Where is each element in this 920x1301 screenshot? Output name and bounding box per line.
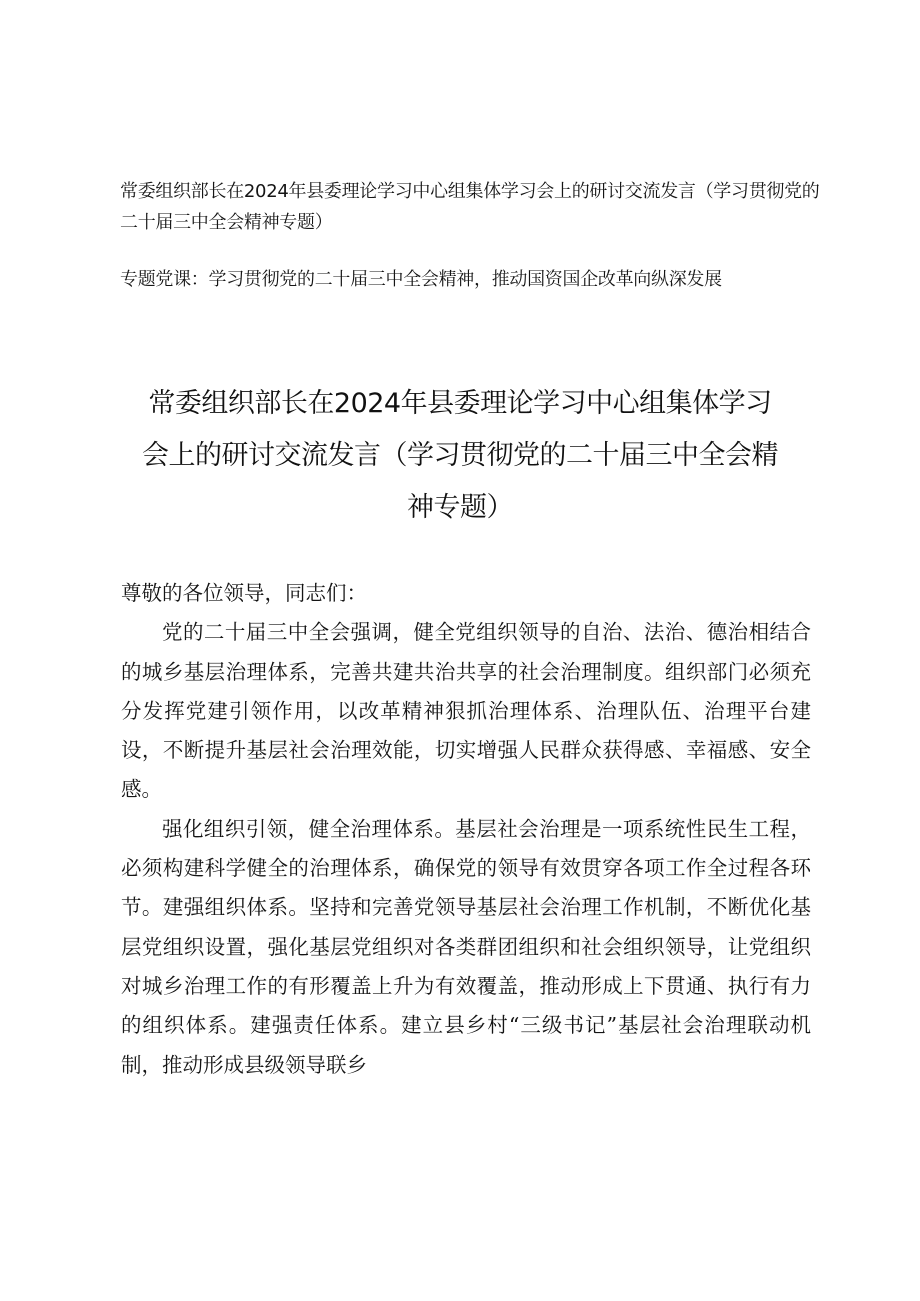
- salutation: 尊敬的各位领导，同志们：: [121, 581, 367, 605]
- body-paragraph: 强化组织引领，健全治理体系。基层社会治理是一项系统性民生工程，必须构建科学健全的治理体系，确保党的领导有效贯穿各项工作全过程各环节。建强组织体系。坚持和完善党领导基层社会治理工作机制，不断优化基层党组织设置，强化基层党组织对各类群团组织和社会组织领导，让党组织对城乡治理工作的有形覆盖上升为有效覆盖，推动形成上下贯通、执行有力的组织体系。建强责任体系。建立县乡村“三级书记”基层社会治理联动机制，推动形成县级领导联乡: [121, 816, 811, 1077]
- body-paragraph: 党的二十届三中全会强调，健全党组织领导的自治、法治、德治相结合的城乡基层治理体系，完善共建共治共享的社会治理制度。组织部门必须充分发挥党建引领作用，以改革精神狠抓治理体系、治理队伍、治理平台建设，不断提升基层社会治理效能，切实增强人民群众获得感、幸福感、安全感。: [121, 620, 811, 802]
- toc-item: 专题党课：学习贯彻党的二十届三中全会精神，推动国资国企改革向纵深发展: [120, 269, 722, 290]
- document-body: [121, 574, 811, 1085]
- toc-item: 常委组织部长在2024年县委理论学习中心组集体学习会上的研讨交流发言（学习贯彻党的二十届三中全会精神专题）: [120, 181, 820, 233]
- document-title: 常委组织部长在2024年县委理论学习中心组集体学习会上的研讨交流发言（学习贯彻党的二十届三中全会精神专题）: [142, 388, 778, 523]
- table-of-contents: [120, 176, 820, 321]
